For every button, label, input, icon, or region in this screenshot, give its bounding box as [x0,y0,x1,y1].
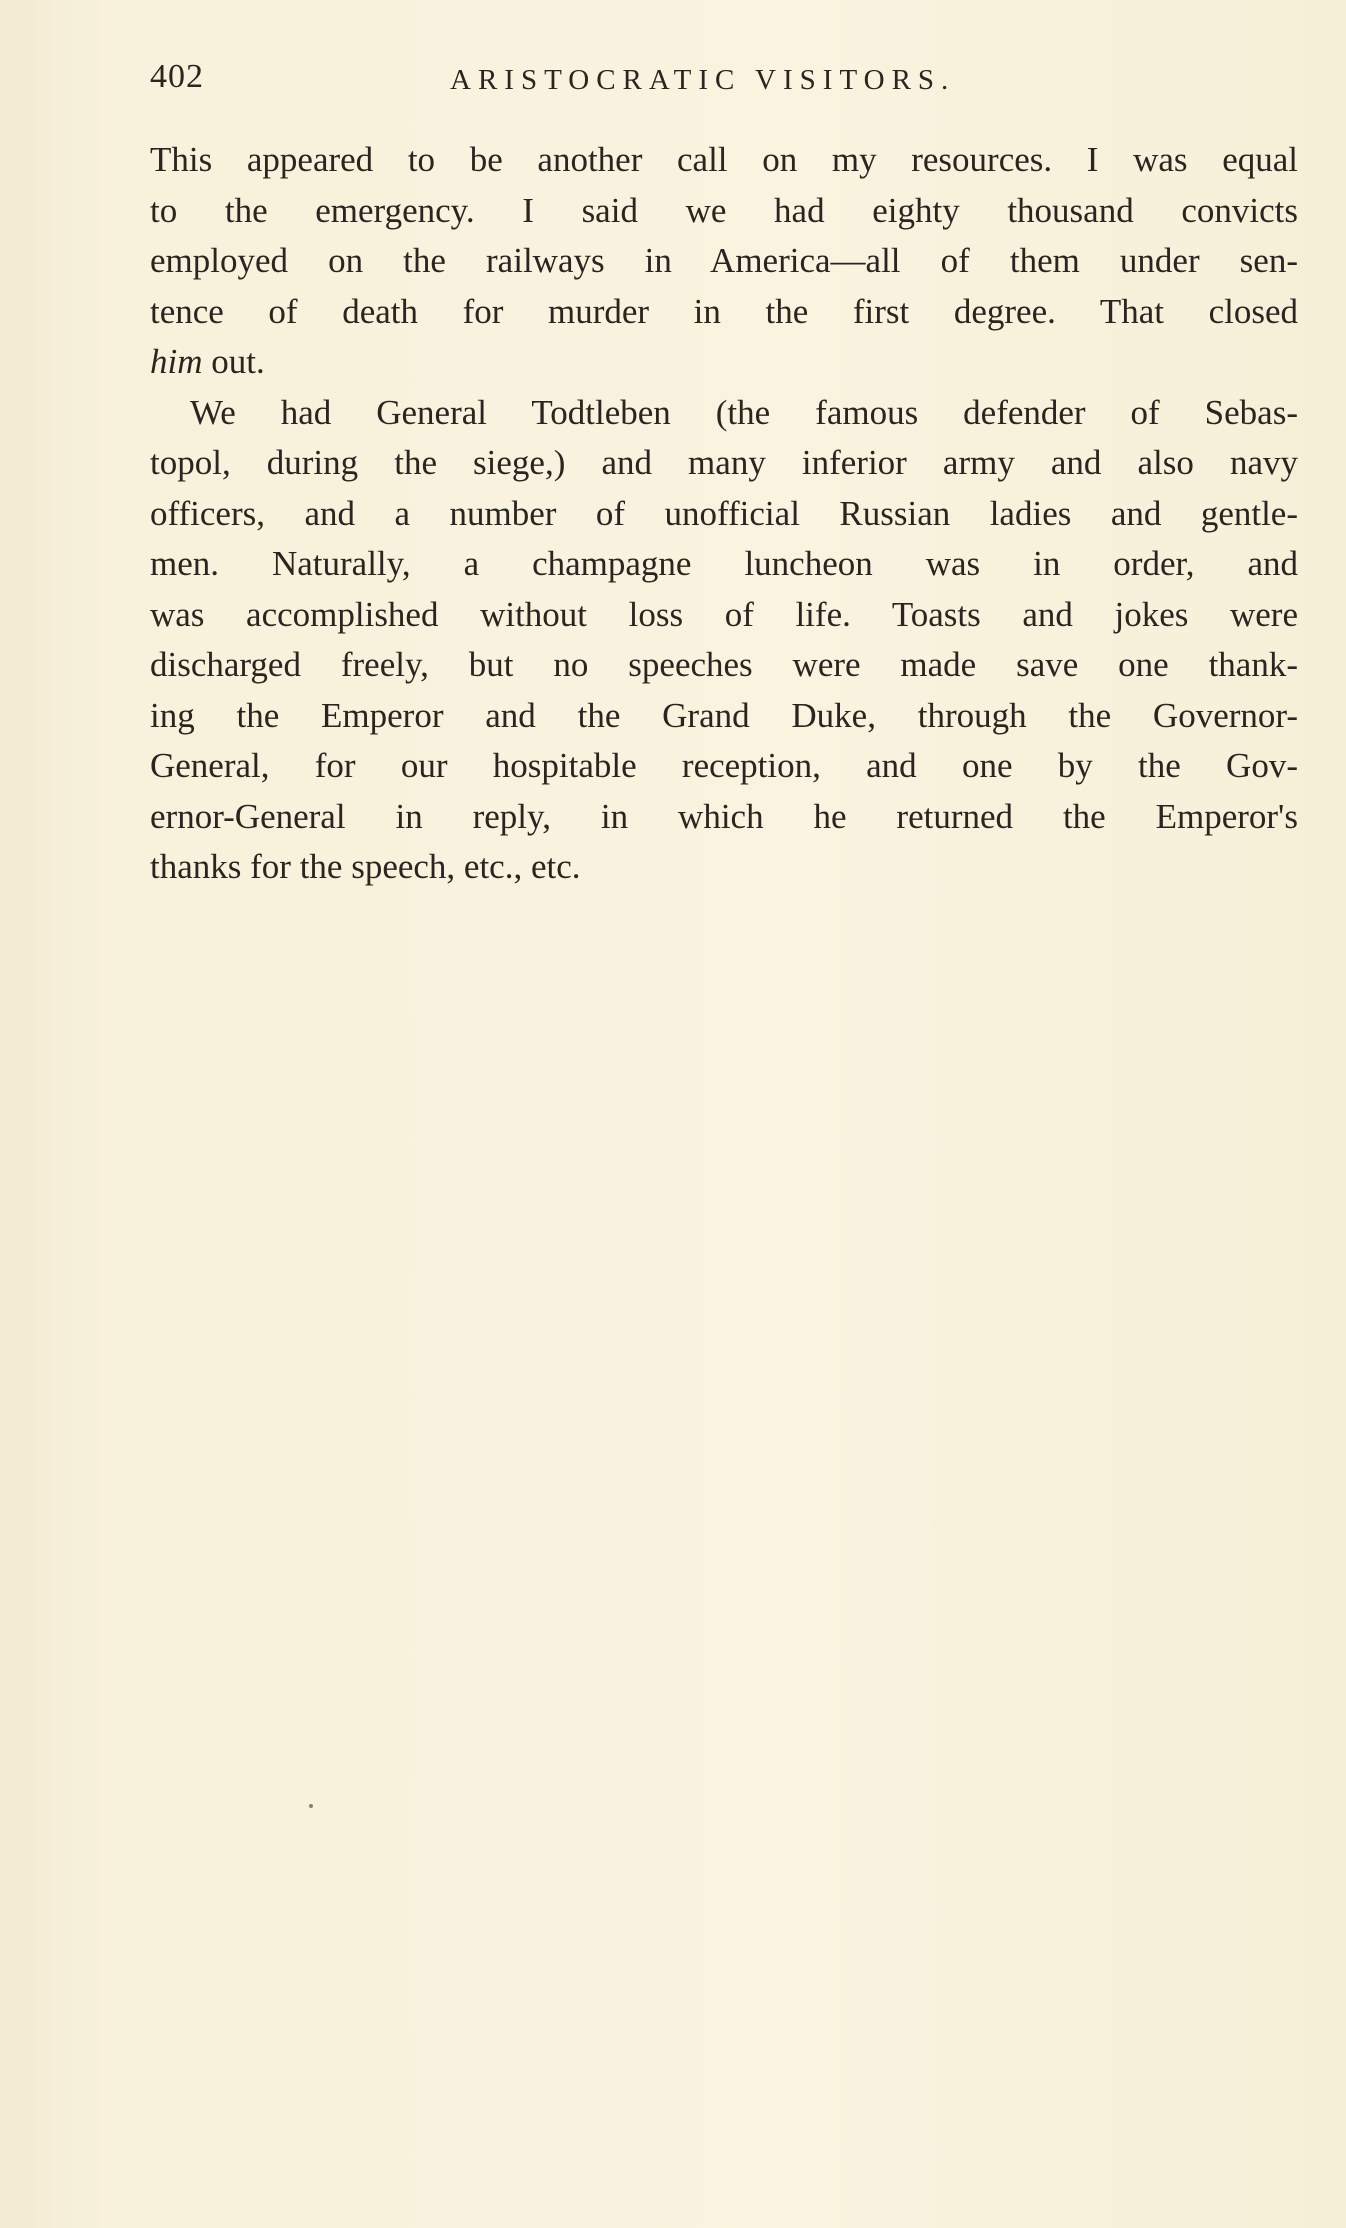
text-line: employed on the railways in America—all of them under sen- [150,241,1298,280]
text-line: ing the Emperor and the Grand Duke, through the Governor- [150,695,1298,735]
paragraph-1 [150,135,1298,388]
text-line: men. Naturally, a champagne luncheon was in order, and [150,544,1298,583]
text-line: General, for our hospitable reception, and one by the Gov- [150,746,1298,785]
text-line: ernor-General in reply, in which he returned the Emperor's [150,796,1298,836]
text-line [150,337,1298,388]
text-line: topol, during the siege,) and many inferior army and also navy [150,443,1298,482]
paragraph-2 [150,388,1298,893]
paper-speck [309,1804,313,1808]
text-line-rest: out. [202,342,265,381]
italic-word: him [150,342,203,381]
text-line: discharged freely, but no speeches were made save one thank- [150,645,1298,684]
text-line: This appeared to be another call on my resources. I was equal [150,140,1298,179]
running-head: ARISTOCRATIC VISITORS. [450,64,956,96]
page-number: 402 [150,58,204,95]
text-line: tence of death for murder in the first degree. That closed [150,291,1298,331]
text-line: officers, and a number of unofficial Russian ladies and gentle- [150,493,1298,533]
text-line: thanks for the speech, etc., etc. [150,847,581,886]
page-header [150,58,1300,108]
text-line: was accomplished without loss of life. Toasts and jokes were [150,594,1298,634]
body-text [150,135,1298,893]
text-line: We had General Todtleben (the famous defender of Sebas- [190,392,1298,432]
text-line: to the emergency. I said we had eighty thousand convicts [150,190,1298,230]
